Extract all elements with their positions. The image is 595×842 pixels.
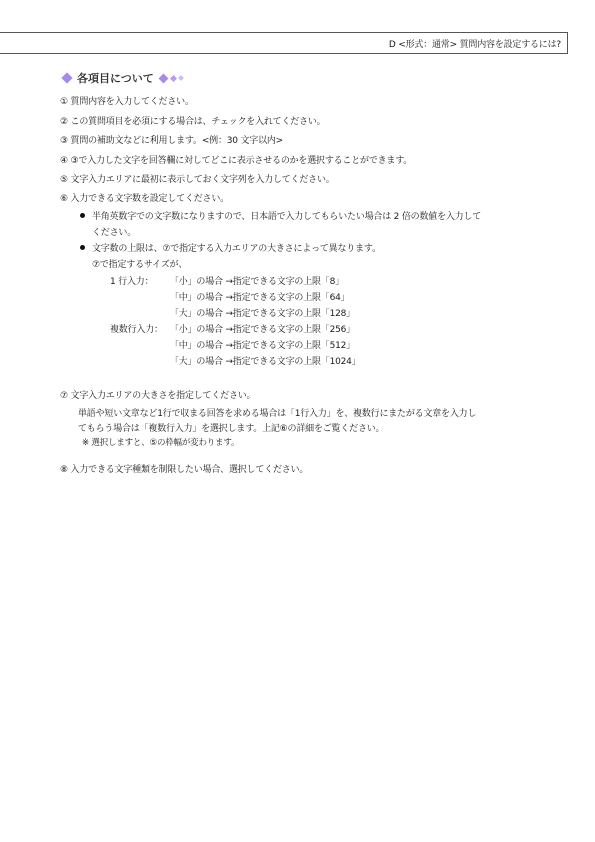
diamond-trail-icon <box>160 75 183 82</box>
item7-detail-line2: てもらう場合は「複数行入力」を選択します。上記⑥の詳細をご覧ください。 <box>78 424 385 434</box>
list-item-5 <box>60 172 335 185</box>
size-label: 1 行入力： <box>110 277 154 287</box>
size-label: 複数行入力： <box>110 325 163 335</box>
list-item-6 <box>60 191 229 204</box>
item-number: ⑧ <box>60 465 68 475</box>
section-heading <box>60 70 183 86</box>
size-intro: ⑦で指定するサイズが、 <box>92 260 188 270</box>
item-number: ② <box>60 117 68 127</box>
bullet-1-line1: 半角英数字での文字数になりますので、日本語で入力してもらいたい場合は 2 倍の数値を入力して <box>92 212 482 222</box>
bullet-dot <box>80 245 85 250</box>
size-row: 「小」の場合 →指定できる文字の上限「8」 <box>170 277 344 287</box>
item-number: ① <box>60 97 68 107</box>
list-item-8 <box>60 462 308 475</box>
item-text: 入力できる文字数を設定してください。 <box>70 194 229 204</box>
list-item-3 <box>60 133 283 146</box>
item7-detail-line1: 単語や短い文章など1行で収まる回答を求める場合は「1行入力」を、複数行にまたがる文章を入力し <box>78 409 477 419</box>
header-text: D <形式：通常> 質問内容を設定するには? <box>388 40 561 50</box>
size-row: 「大」の場合 →指定できる文字の上限「1024」 <box>170 357 361 367</box>
item-text: 文字入力エリアの大きさを指定してください。 <box>70 391 256 401</box>
item-text: この質問項目を必須にする場合は、チェックを入れてください。 <box>70 117 326 127</box>
list-item-7 <box>60 388 255 401</box>
diamond-icon <box>61 72 72 83</box>
list-item-4 <box>60 153 412 166</box>
item-number: ③ <box>60 136 68 146</box>
item-number: ⑤ <box>60 175 68 185</box>
size-row: 「大」の場合 →指定できる文字の上限「128」 <box>170 309 355 319</box>
item-text: 質問内容を入力してください。 <box>70 97 194 107</box>
item-text: ③で入力した文字を回答欄に対してどこに表示させるのかを選択することができます。 <box>70 156 413 166</box>
item-text: 質問の補助文などに利用します。<例：30 文字以内> <box>70 136 284 146</box>
item7-note: ※ 選択しますと、⑤の枠幅が変わります。 <box>82 438 240 448</box>
item-number: ④ <box>60 156 68 166</box>
list-item-2 <box>60 114 325 127</box>
bullet-1-line2: ください。 <box>92 228 137 238</box>
list-item-1 <box>60 94 194 107</box>
page-header <box>0 32 568 54</box>
bullet-2-line1: 文字数の上限は、⑦で指定する入力エリアの大きさによって異なります。 <box>92 244 381 254</box>
section-title: 各項目について <box>77 72 154 85</box>
size-row: 「中」の場合 →指定できる文字の上限「512」 <box>170 341 355 351</box>
bullet-dot <box>80 213 85 218</box>
item-text: 入力できる文字種類を制限したい場合、選択してください。 <box>70 465 309 475</box>
size-row: 「小」の場合 →指定できる文字の上限「256」 <box>170 325 355 335</box>
item-number: ⑦ <box>60 391 68 401</box>
item-number: ⑥ <box>60 194 68 204</box>
size-row: 「中」の場合 →指定できる文字の上限「64」 <box>170 293 350 303</box>
item-text: 文字入力エリアに最初に表示しておく文字列を入力してください。 <box>70 175 335 185</box>
